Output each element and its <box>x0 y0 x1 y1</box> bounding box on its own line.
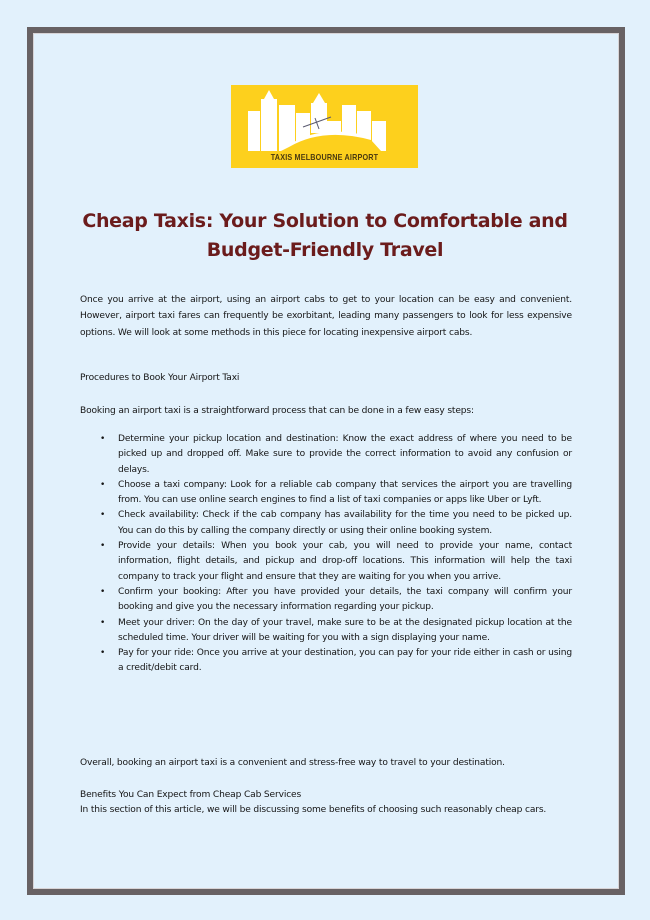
taxis-melbourne-airport-logo <box>231 85 418 168</box>
list-item: • Choose a taxi company: Look for a reliable cab company that services the airport you are travelling from. You can use online search engines to find a list of taxi companies or apps like Uber or Lyft. <box>100 479 572 506</box>
bullet-icon: • <box>100 479 106 490</box>
procedures-conclusion: Overall, booking an airport taxi is a convenient and stress-free way to travel to your destination. <box>80 758 505 768</box>
intro-paragraph: Once you arrive at the airport, using an airport cabs to get to your location can be easy and convenient. However, airport taxi fares can frequently be exorbitant, leading many passengers to look for less expensive options. We will look at some methods in this piece for locating inexpensive airport cabs. <box>80 295 572 338</box>
bullet-icon: • <box>100 648 106 659</box>
benefits-paragraph: In this section of this article, we will be discussing some benefits of choosing such reasonably cheap cars. <box>80 805 547 815</box>
booking-steps-list <box>80 432 572 677</box>
section-heading-benefits: Benefits You Can Expect from Cheap Cab Services <box>80 790 302 800</box>
list-item: • Determine your pickup location and destination: Know the exact address of where you need to be picked up and dropped off. Make sure to provide the correct information to avoid any confusion or delays. <box>100 434 572 475</box>
list-item: • Meet your driver: On the day of your travel, make sure to be at the designated pickup location at the scheduled time. Your driver will be waiting for you with a sign displaying your name. <box>100 617 572 643</box>
list-item: • Provide your details: When you book your cab, you will need to provide your name, contact information, flight details, and pickup and drop-off locations. This information will help the taxi company to track your flight and ensure that they are waiting for you when you arrive. <box>100 541 572 582</box>
bullet-icon: • <box>100 510 106 521</box>
bullet-icon: • <box>100 617 106 628</box>
list-item: • Confirm your booking: After you have provided your details, the taxi company will confirm your booking and give you the necessary information regarding your pickup. <box>100 586 572 613</box>
page-title: Cheap Taxis: Your Solution to Comfortable and Budget-Friendly Travel <box>82 210 568 261</box>
procedures-lead-text: Booking an airport taxi is a straightforward process that can be done in a few easy steps: <box>80 406 474 416</box>
bullet-icon: • <box>100 434 106 444</box>
list-item: • Check availability: Check if the cab company has availability for the time you need to be picked up. You can do this by calling the company directly or using their online booking system. <box>100 510 572 536</box>
logo-text: TAXIS MELBOURNE AIRPORT <box>270 152 379 162</box>
bullet-icon: • <box>100 586 106 597</box>
list-item: • Pay for your ride: Once you arrive at your destination, you can pay for your ride either in cash or using a credit/debit card. <box>100 648 572 674</box>
section-heading-procedures: Procedures to Book Your Airport Taxi <box>80 373 240 383</box>
bullet-icon: • <box>100 541 106 552</box>
